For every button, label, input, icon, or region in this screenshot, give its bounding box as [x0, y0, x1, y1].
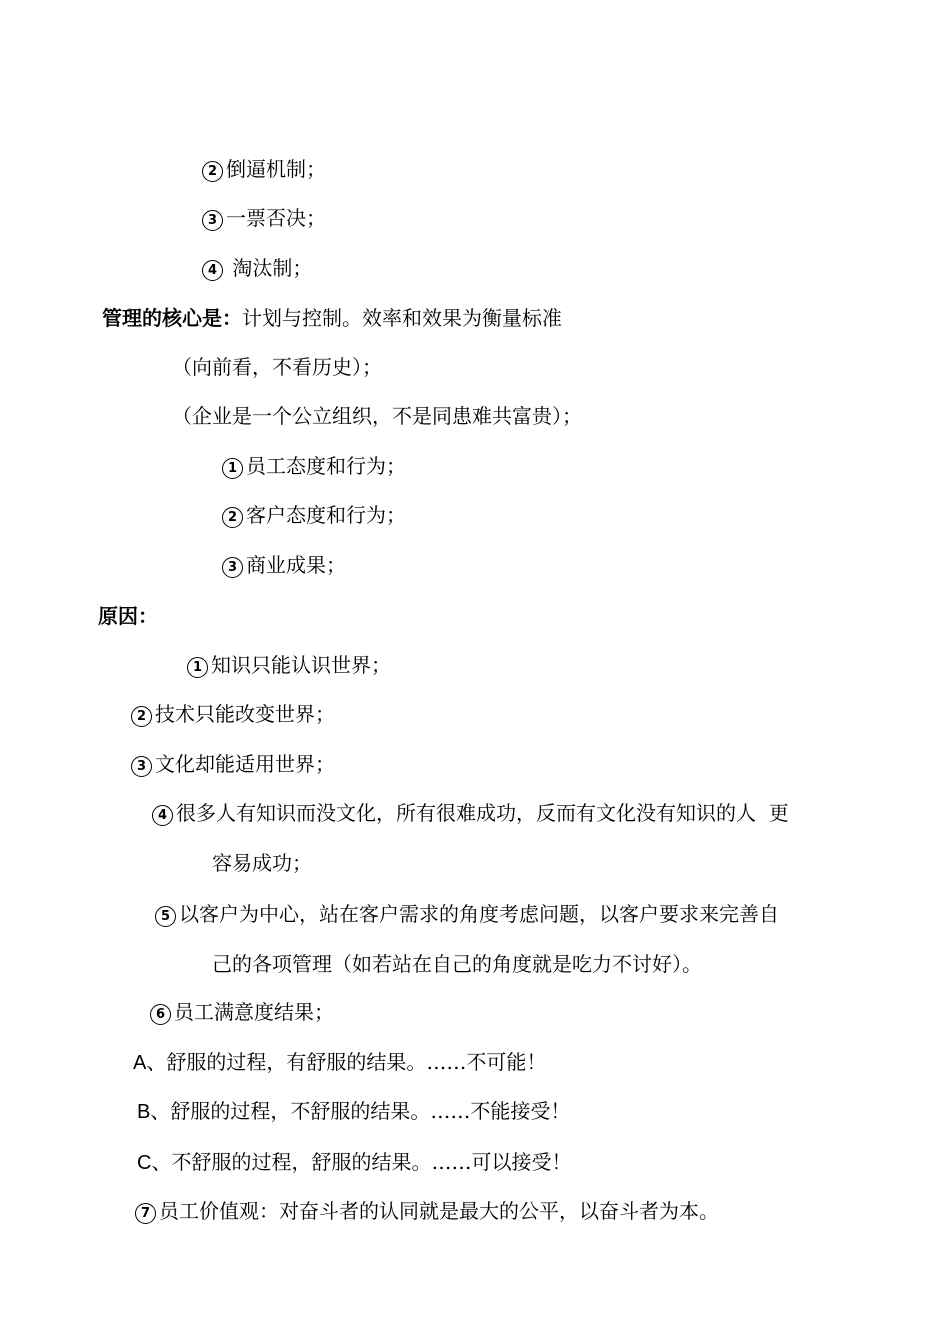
circled-number: 2 [222, 507, 243, 528]
line-text: 计划与控制。效率和效果为衡量标准 [242, 306, 562, 330]
line-text: 容易成功； [212, 851, 312, 875]
list-item [222, 451, 406, 481]
circled-number: 2 [202, 161, 223, 182]
list-item [135, 1196, 719, 1226]
circled-number: 4 [202, 260, 223, 281]
line-text: （企业是一个公立组织，不是同患难共富贵）； [172, 404, 582, 428]
line-text: 一票否决； [226, 206, 326, 230]
line-text: 文化却能适用世界； [155, 752, 335, 776]
paragraph [102, 303, 562, 333]
list-item [222, 500, 406, 530]
circled-number: 1 [222, 458, 243, 479]
line-text: 员工态度和行为； [246, 454, 406, 478]
line-text: 客户态度和行为； [246, 503, 406, 527]
line-text: 己的各项管理（如若站在自己的角度就是吃力不讨好）。 [212, 952, 702, 976]
line-text: 以客户为中心，站在客户需求的角度考虑问题，以客户要求来完善自 [179, 902, 779, 926]
list-item [202, 253, 312, 283]
line-text: 很多人有知识而没文化，所有很难成功，反而有文化没有知识的人 更 [176, 801, 789, 825]
list-item [202, 203, 326, 233]
list-item [131, 699, 335, 729]
section-heading [98, 601, 158, 631]
circled-number: 5 [155, 906, 176, 927]
line-text: 技术只能改变世界； [155, 702, 335, 726]
list-item [133, 1047, 546, 1078]
letter-prefix: C [137, 1152, 152, 1174]
list-item [150, 997, 334, 1027]
line-text: 、舒服的过程，不舒服的结果。……不能接受！ [150, 1099, 571, 1123]
list-item [187, 650, 391, 680]
paragraph-continuation [212, 949, 702, 979]
circled-number: 3 [131, 756, 152, 777]
paragraph [172, 401, 582, 431]
line-text: 淘汰制； [226, 256, 313, 280]
list-item [137, 1096, 570, 1127]
circled-number: 6 [150, 1004, 171, 1025]
circled-number: 3 [222, 557, 243, 578]
line-text: 员工价值观：对奋斗者的认同就是最大的公平，以奋斗者为本。 [159, 1199, 719, 1223]
paragraph [172, 352, 382, 382]
circled-number: 2 [131, 706, 152, 727]
circled-number: 3 [202, 210, 223, 231]
circled-number: 7 [135, 1203, 156, 1224]
line-text: 知识只能认识世界； [211, 653, 391, 677]
paragraph-continuation [212, 848, 312, 878]
list-item [155, 899, 779, 929]
line-text: 员工满意度结果； [174, 1000, 334, 1024]
circled-number: 1 [187, 657, 208, 678]
line-text: （向前看，不看历史）； [172, 355, 382, 379]
letter-prefix: A [133, 1052, 147, 1074]
bold-label: 管理的核心是： [102, 306, 242, 330]
list-item [137, 1147, 571, 1178]
list-item [222, 550, 346, 580]
bold-label: 原因： [98, 604, 158, 628]
line-text: 、舒服的过程，有舒服的结果。……不可能！ [146, 1050, 547, 1074]
line-text: 倒逼机制； [226, 157, 326, 181]
list-item [202, 154, 326, 184]
circled-number: 4 [152, 805, 173, 826]
list-item [131, 749, 335, 779]
list-item [152, 798, 789, 828]
line-text: 商业成果； [246, 553, 346, 577]
letter-prefix: B [137, 1101, 151, 1123]
line-text: 、不舒服的过程，舒服的结果。……可以接受！ [151, 1150, 572, 1174]
